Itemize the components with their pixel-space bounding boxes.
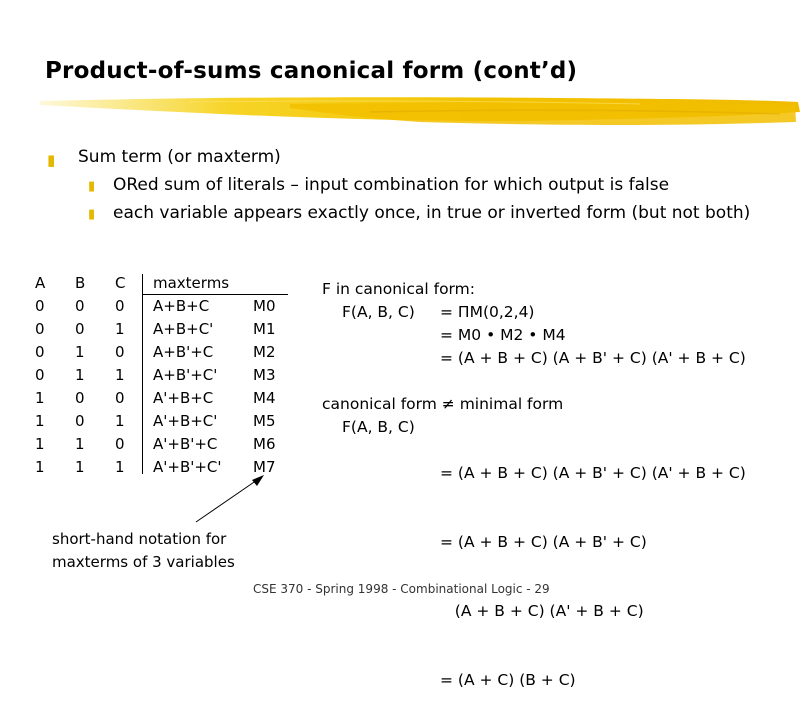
bullet-level2-item: ORed sum of literals – input combination for which output is false [113, 175, 670, 195]
table-cell: 0 [75, 297, 85, 315]
annotation-line: maxterms of 3 variables [52, 553, 235, 571]
column-b [75, 295, 85, 479]
equation-line: = (A + B + C) (A + B' + C) (A' + B + C) [440, 464, 746, 482]
table-cell: 0 [115, 435, 125, 453]
table-cell: 1 [35, 435, 45, 453]
table-cell: A+B'+C' [153, 366, 218, 384]
equation-line: = (A + B + C) (A + B' + C) (A' + B + C) [440, 349, 746, 367]
table-cell: M5 [253, 412, 276, 430]
equation-line: (A + B + C) (A' + B + C) [440, 602, 644, 620]
table-cell: M3 [253, 366, 276, 384]
table-cell: A'+B'+C' [153, 458, 222, 476]
annotation-line: short-hand notation for [52, 530, 227, 548]
slide-footer: CSE 370 - Spring 1998 - Combinational Logic - 29 [253, 582, 550, 596]
table-cell: M7 [253, 458, 276, 476]
equation-block [440, 416, 746, 715]
heading-minimal: canonical form ≠ minimal form [322, 395, 564, 413]
equation-line: = M0 • M2 • M4 [440, 326, 566, 344]
function-label: F(A, B, C) [342, 303, 415, 321]
column-maxterms [153, 295, 222, 479]
annotation-arrow [190, 470, 270, 530]
equation-block [440, 301, 746, 370]
equation-line: = (A + B + C) (A + B' + C) [440, 533, 647, 551]
column-header-b: B [75, 274, 86, 292]
column-a [35, 295, 45, 479]
slide-title: Product-of-sums canonical form (cont’d) [45, 58, 578, 84]
column-c [115, 295, 125, 479]
table-cell: 1 [75, 343, 85, 361]
table-cell: A+B'+C [153, 343, 214, 361]
table-cell: 1 [75, 435, 85, 453]
table-cell: 0 [115, 389, 125, 407]
highlighter-stroke [40, 92, 800, 128]
table-cell: A'+B+C [153, 389, 214, 407]
table-cell: M1 [253, 320, 276, 338]
table-cell: 1 [115, 366, 125, 384]
bullet-icon: ▮ [88, 207, 96, 222]
table-cell: 0 [115, 343, 125, 361]
table-cell: A'+B'+C [153, 435, 218, 453]
table-cell: M4 [253, 389, 276, 407]
table-cell: 1 [75, 366, 85, 384]
table-cell: 0 [35, 366, 45, 384]
table-cell: 1 [115, 412, 125, 430]
table-cell: M2 [253, 343, 276, 361]
column-header-a: A [35, 274, 46, 292]
table-cell: 1 [115, 458, 125, 476]
equation-line: = ΠM(0,2,4) [440, 303, 535, 321]
column-labels [253, 295, 276, 479]
table-cell: 1 [35, 389, 45, 407]
table-cell: 0 [75, 389, 85, 407]
function-label: F(A, B, C) [342, 418, 415, 436]
table-cell: A+B+C' [153, 320, 214, 338]
column-header-maxterms: maxterms [153, 274, 230, 292]
table-cell: 0 [75, 320, 85, 338]
table-cell: M6 [253, 435, 276, 453]
table-cell: 0 [35, 320, 45, 338]
annotation-text [52, 528, 235, 574]
table-cell: 1 [75, 458, 85, 476]
table-cell: 0 [35, 343, 45, 361]
table-cell: 1 [35, 412, 45, 430]
equation-line: = (A + C) (B + C) [440, 671, 576, 689]
column-divider [142, 274, 143, 474]
heading-canonical: F in canonical form: [322, 280, 475, 298]
column-header-c: C [115, 274, 126, 292]
bullet-level1: Sum term (or maxterm) [78, 147, 281, 167]
bullet-icon: ▮ [88, 179, 96, 194]
table-cell: M0 [253, 297, 276, 315]
table-cell: 1 [35, 458, 45, 476]
table-cell: A'+B+C' [153, 412, 218, 430]
table-cell: 0 [115, 297, 125, 315]
bullet-icon: ▮ [47, 151, 56, 169]
table-cell: A+B+C [153, 297, 210, 315]
table-cell: 1 [115, 320, 125, 338]
bullet-level2-item: each variable appears exactly once, in true or inverted form (but not both) [113, 203, 751, 223]
table-cell: 0 [35, 297, 45, 315]
table-cell: 0 [75, 412, 85, 430]
